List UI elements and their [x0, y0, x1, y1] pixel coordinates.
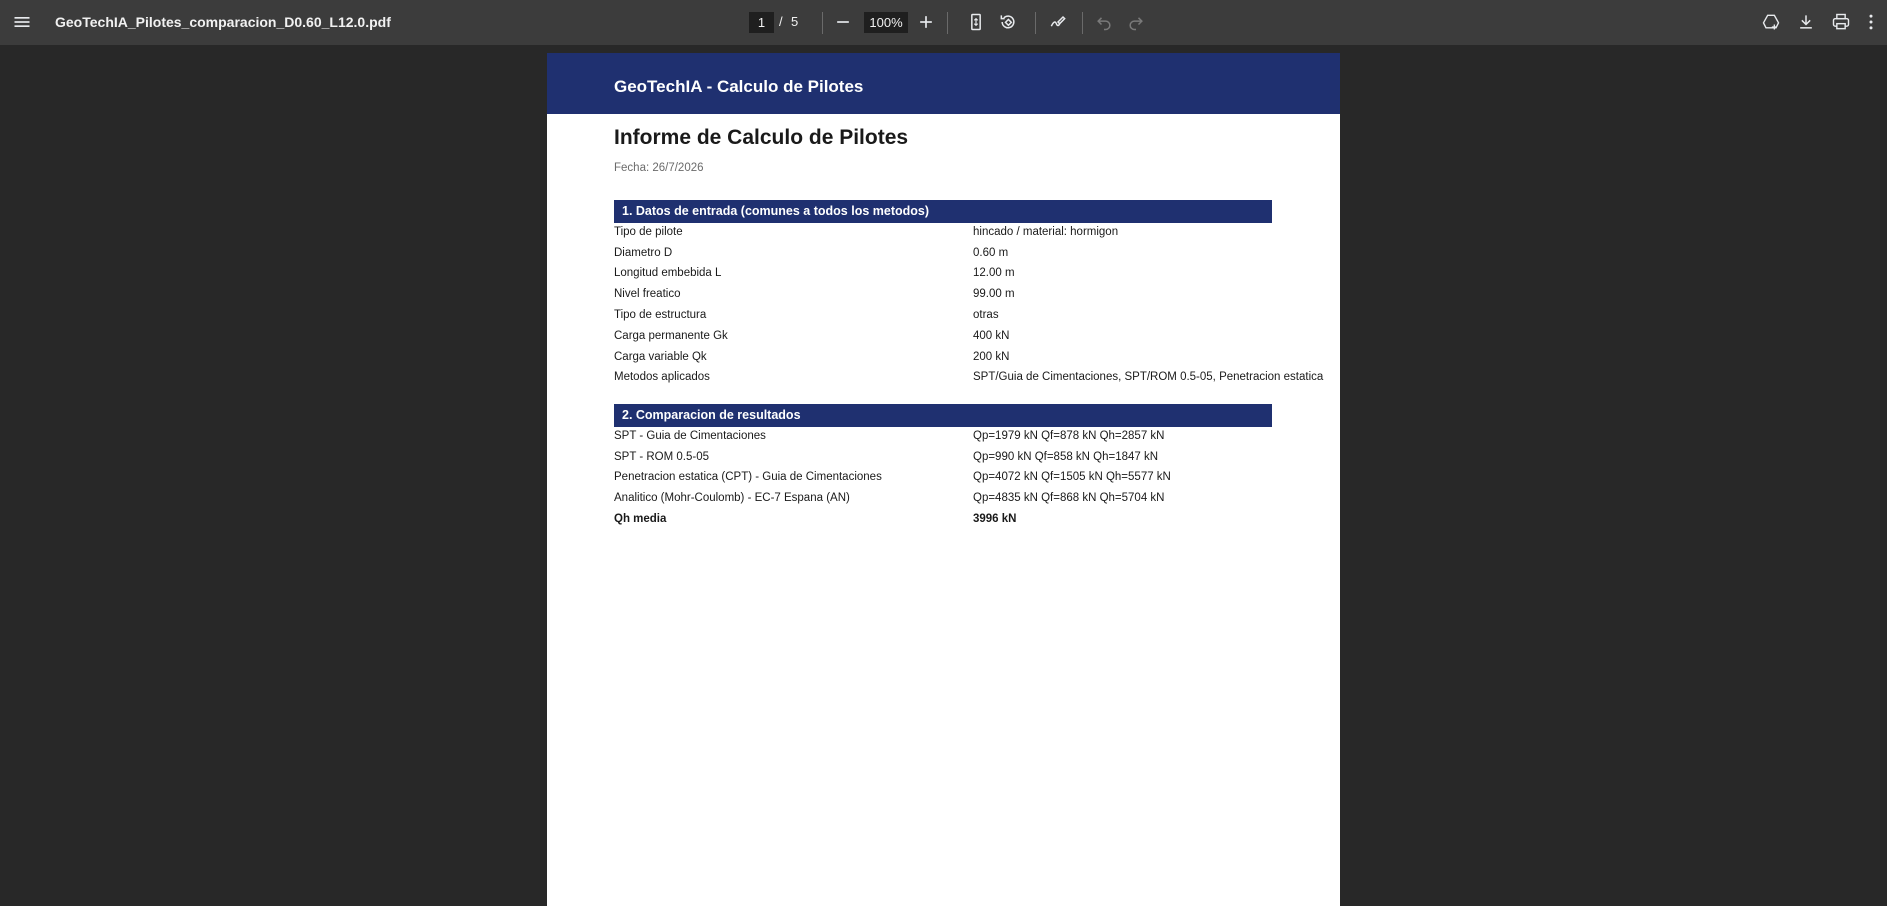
- row-label: SPT - ROM 0.5-05: [614, 451, 710, 463]
- table-row: [614, 223, 1340, 243]
- report-title: Informe de Calculo de Pilotes: [614, 126, 909, 149]
- row-value: SPT/Guia de Cimentaciones, SPT/ROM 0.5-05, Penetracion estatica: [973, 371, 1324, 383]
- page-total: 5: [791, 14, 799, 29]
- save-to-drive-icon[interactable]: [1755, 6, 1787, 38]
- table-row: [614, 327, 1340, 347]
- row-value: hincado / material: hormigon: [973, 226, 1119, 238]
- rotate-icon[interactable]: [992, 6, 1024, 38]
- row-value: 99.00 m: [973, 288, 1015, 300]
- toolbar-divider: [822, 12, 823, 34]
- row-label: SPT - Guia de Cimentaciones: [614, 430, 766, 442]
- page-number-input[interactable]: [749, 12, 774, 33]
- toolbar-divider: [947, 12, 948, 34]
- download-icon[interactable]: [1790, 6, 1822, 38]
- row-value: otras: [973, 309, 999, 321]
- row-value: 12.00 m: [973, 267, 1015, 279]
- table-row: [614, 348, 1340, 368]
- row-label: Longitud embebida L: [614, 267, 722, 279]
- table-row: [614, 264, 1340, 284]
- row-value: Qp=990 kN Qf=858 kN Qh=1847 kN: [973, 451, 1159, 463]
- undo-icon[interactable]: [1088, 6, 1120, 38]
- annotate-pen-icon[interactable]: [1042, 6, 1074, 38]
- zoom-in-icon[interactable]: [910, 6, 942, 38]
- row-value: Qp=1979 kN Qf=878 kN Qh=2857 kN: [973, 430, 1165, 442]
- more-options-icon[interactable]: [1855, 6, 1887, 38]
- report-date: Fecha: 26/7/2026: [614, 162, 704, 174]
- toolbar-divider: [1082, 12, 1083, 34]
- table-row: [614, 448, 1340, 468]
- pdf-page: [547, 53, 1340, 906]
- table-row: [614, 489, 1340, 509]
- row-value: 3996 kN: [973, 513, 1017, 525]
- toolbar-divider: [1035, 12, 1036, 34]
- row-label: Analitico (Mohr-Coulomb) - EC-7 Espana (AN): [614, 492, 850, 504]
- table-row-summary: [614, 510, 1340, 530]
- table-row: [614, 285, 1340, 305]
- print-icon[interactable]: [1825, 6, 1857, 38]
- row-label: Penetracion estatica (CPT) - Guia de Cimentaciones: [614, 471, 882, 483]
- row-label: Metodos aplicados: [614, 371, 710, 383]
- page-separator: /: [779, 14, 783, 29]
- table-row: [614, 427, 1340, 447]
- row-value: 400 kN: [973, 330, 1010, 342]
- row-label: Tipo de pilote: [614, 226, 683, 238]
- redo-icon[interactable]: [1120, 6, 1152, 38]
- menu-icon[interactable]: [6, 6, 38, 38]
- header-title: GeoTechIA - Calculo de Pilotes: [614, 77, 864, 96]
- row-label: Nivel freatico: [614, 288, 681, 300]
- table-row: [614, 244, 1340, 264]
- page-header-banner: [547, 53, 1340, 114]
- table-row: [614, 368, 1340, 388]
- row-value: 200 kN: [973, 351, 1010, 363]
- row-label: Tipo de estructura: [614, 309, 707, 321]
- pdf-viewer[interactable]: [0, 45, 1887, 906]
- row-value: Qp=4835 kN Qf=868 kN Qh=5704 kN: [973, 492, 1165, 504]
- row-label: Carga variable Qk: [614, 351, 707, 363]
- row-value: 0.60 m: [973, 247, 1009, 259]
- pdf-toolbar: [0, 0, 1887, 45]
- document-title: GeoTechIA_Pilotes_comparacion_D0.60_L12.0.pdf: [55, 14, 391, 30]
- row-label: Qh media: [614, 513, 667, 525]
- row-label: Carga permanente Gk: [614, 330, 728, 342]
- section-heading-results: 2. Comparacion de resultados: [614, 404, 1272, 427]
- row-label: Diametro D: [614, 247, 673, 259]
- zoom-input[interactable]: [864, 12, 908, 33]
- table-row: [614, 468, 1340, 488]
- row-value: Qp=4072 kN Qf=1505 kN Qh=5577 kN: [973, 471, 1171, 483]
- table-row: [614, 306, 1340, 326]
- zoom-out-icon[interactable]: [827, 6, 859, 38]
- section-heading-inputs: 1. Datos de entrada (comunes a todos los metodos): [614, 200, 1272, 223]
- fit-page-icon[interactable]: [960, 6, 992, 38]
